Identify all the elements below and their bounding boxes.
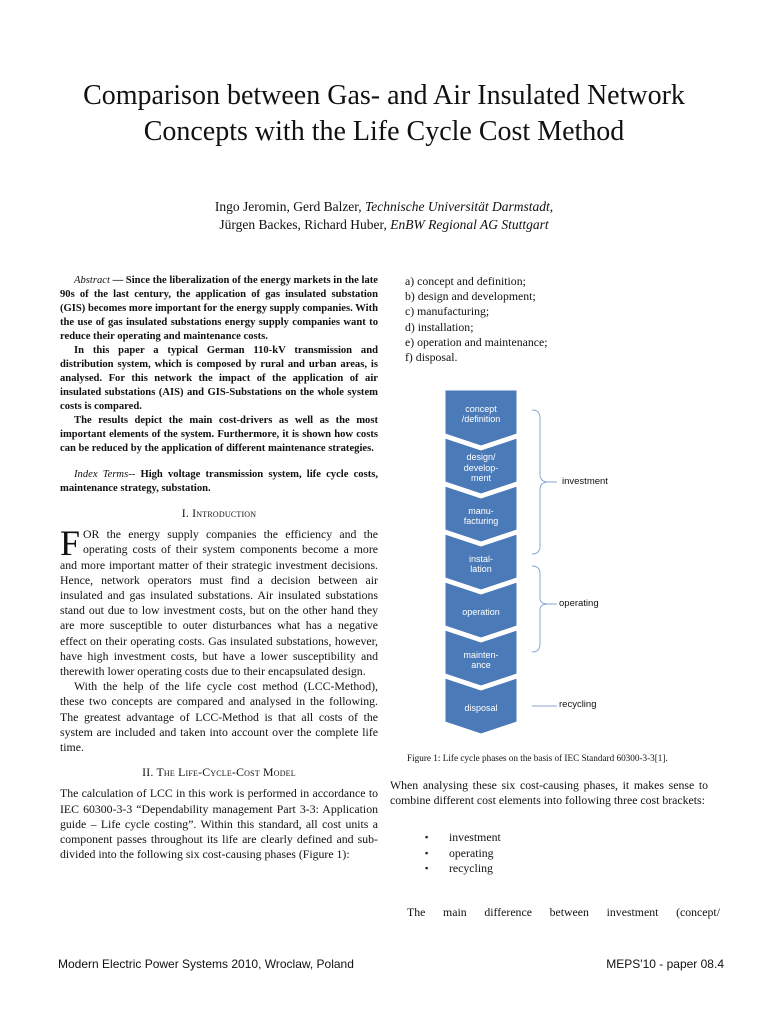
bullet-icon: ▪: [425, 832, 429, 842]
phase-chevron-label: concept /definition: [461, 403, 501, 424]
section-heading-lcc: II. The Life-Cycle-Cost Model: [142, 765, 296, 780]
cost-bracket-label: investment: [449, 830, 501, 844]
abstract-label: Abstract: [74, 275, 110, 286]
bracket-label-operating: operating: [559, 598, 599, 609]
bracket-operating: [532, 566, 557, 652]
cost-bracket-label: recycling: [449, 861, 493, 876]
index-terms-text: High voltage transmission system, life cycle costs, maintenance strategy, substation.: [60, 469, 379, 494]
comma: ,: [549, 199, 554, 214]
intro-p1: [60, 523, 378, 679]
affiliation-1: Technische Universität Darmstadt: [365, 199, 550, 214]
bracket-label-investment: investment: [562, 476, 608, 487]
footer-left: Modern Electric Power Systems 2010, Wroclaw, Poland: [58, 957, 354, 971]
intro-p2: With the help of the life cycle cost method (LCC-Method), these two concepts are compared and analysed in the following. The greatest advantage of LCC-Method is that all costs of the system are included and taken into account over the complete life time.: [60, 679, 378, 755]
life-cycle-diagram: [390, 388, 720, 758]
footer-right: MEPS'10 - paper 08.4: [606, 957, 724, 971]
lcc-p1: The calculation of LCC in this work is performed in accordance to IEC 60300-3-3 “Dependability management Part 3-3: Application guide – Life cycle costing”. Within this standard, all cost units a component passes throughout its life are clearly defined and sub-divided into the following six cost-causing phases (Figure 1):: [60, 786, 378, 862]
dropcap: F: [60, 523, 81, 564]
section-heading-intro: I. Introduction: [181, 506, 257, 520]
phase-item: f) disposal.: [405, 350, 458, 365]
phase-item: c) manufacturing;: [405, 304, 490, 319]
cost-bracket-item: [425, 861, 501, 877]
abstract-text-1: — Since the liberalization of the energy markets in the late 90s of the last century, the application of gas insulated substation (GIS) becomes more important for the energy supply companies. With the use of gas insulated substations energy supply companies want to reduce their operating and maintenance costs.: [60, 275, 378, 342]
cost-bracket-label: operating: [449, 845, 494, 860]
intro-text-1: OR the energy supply companies the efficiency and the operating costs of their system components become a more and more important matter of their strategic investment decisions. Hence, network operators must find a decision between air insulated and gas insulated substations. Air insulated substations stand out due to low investment costs, but on the other hand they are more susceptible to outer disturbances what has a negative effect on their operating costs. Gas insulated substations, however, have high investment costs, but have a lower susceptibility and therewith lower operating costs due to their encapsulated design.: [60, 527, 378, 679]
bullet-icon: ▪: [425, 863, 429, 874]
index-terms-label: Index Terms--: [74, 469, 136, 480]
cost-bracket-list: [425, 830, 501, 877]
phase-chevron-label: design/ develop- ment: [463, 452, 499, 484]
authors-1: Ingo Jeromin, Gerd Balzer,: [214, 199, 366, 214]
phase-chevron-label: manu- facturing: [463, 505, 499, 526]
phase-item: e) operation and maintenance;: [405, 334, 548, 349]
phase-item: d) installation;: [405, 319, 474, 334]
analysis-p2: The main difference between investment (concept/: [407, 905, 720, 919]
cost-bracket-item: [425, 846, 501, 862]
phase-list: [390, 274, 708, 365]
analysis-text: [390, 778, 708, 808]
abstract-p2: In this paper a typical German 110-kV transmission and distribution system, which is composed by rural and urban areas, is analysed. For this network the impact of the application of air insulated substations (AIS) and GIS-Substations on the whole system costs is compared.: [60, 345, 378, 412]
phase-chevron-label: disposal: [464, 702, 498, 713]
author-line-1: [60, 198, 708, 216]
left-column: [60, 274, 378, 862]
bracket-investment: [532, 410, 557, 554]
bullet-icon: ▪: [425, 847, 429, 858]
phase-chevron-label: mainten- ance: [463, 649, 499, 670]
cost-bracket-item: [425, 830, 501, 846]
phase-item: b) design and development;: [405, 289, 536, 304]
life-cycle-figure: [390, 388, 720, 758]
abstract-p3: The results depict the main cost-drivers as well as the most important elements of the system. Furthermore, it is shown how costs can be reduced by the application of different maintenance strategies.: [60, 415, 378, 454]
index-terms: [60, 468, 378, 496]
page-title: Comparison between Gas- and Air Insulated Network Concepts with the Life Cycle Cost Method: [83, 80, 685, 147]
bracket-label-recycling: recycling: [559, 699, 597, 710]
brackets-group: [532, 410, 557, 706]
abstract-p1: [60, 274, 378, 344]
figure-caption: Figure 1: Life cycle phases on the basis of IEC Standard 60300-3-3[1].: [407, 753, 668, 763]
phase-chevron-label: operation: [462, 606, 500, 617]
affiliation-2: EnBW Regional AG Stuttgart: [390, 217, 549, 232]
author-line-2: [60, 216, 708, 234]
authors-2: Jürgen Backes, Richard Huber,: [219, 217, 391, 232]
analysis-p1: When analysing these six cost-causing phases, it makes sense to combine different cost elements into following three cost brackets:: [390, 778, 708, 808]
author-block: [60, 198, 708, 234]
phase-chevron-label: instal- lation: [468, 553, 493, 574]
right-column: [390, 274, 708, 365]
phase-item: a) concept and definition;: [405, 274, 526, 288]
